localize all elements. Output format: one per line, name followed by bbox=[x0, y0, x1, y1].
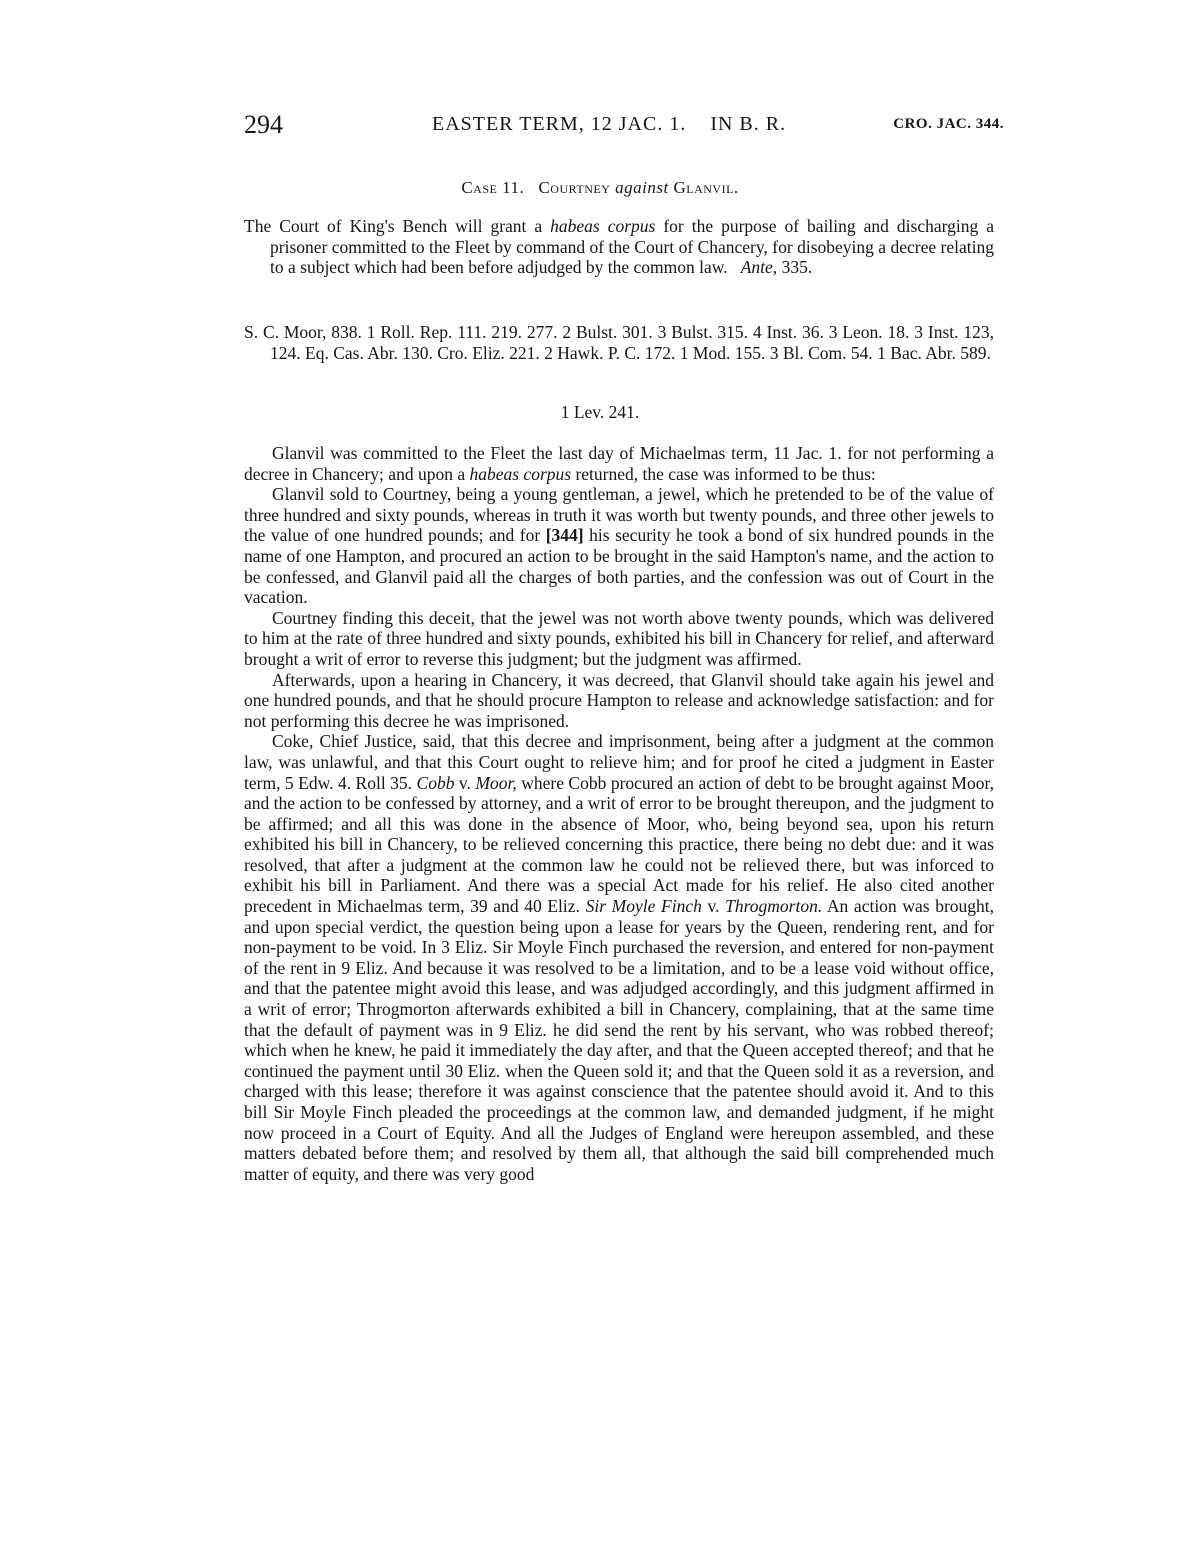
parallel-references: S. C. Moor, 838. 1 Roll. Rep. 111. 219. 277. 2 Bulst. 301. 3 Bulst. 315. 4 Inst. 36. 3 Leon. 18. 3 Inst. 123, 124. Eq. Cas. Abr. 130. Cro. Eliz. 221. 2 Hawk. P. C. 172. 1 Mod. 155. 3 Bl. Com. 54. 1 Bac. Abr. 589. bbox=[244, 322, 994, 363]
text-run: Moor, bbox=[475, 772, 517, 793]
headnote-italic: habeas corpus bbox=[550, 216, 656, 236]
opinion-body bbox=[244, 443, 994, 1184]
headnote-rest: for the purpose of bailing and discharging a prisoner committed to the Fleet by command of the Court of Chancery, for disobeying a decree relating to a subject which had been before adjudged by the common law. bbox=[270, 216, 994, 277]
plaintiff-name: Courtney bbox=[538, 178, 611, 197]
text-run: habeas corpus bbox=[469, 463, 572, 484]
defendant-name: Glanvil. bbox=[673, 178, 739, 197]
paragraph: Courtney finding this deceit, that the jewel was not worth above twenty pounds, which was delivered to him at the rate of three hundred and sixty pounds, exhibited his bill in Chancery for relief, and afterward brought a writ of error to reverse this judgment; but the judgment was affirmed. bbox=[244, 607, 994, 669]
text-run: where Cobb procured an action of debt to be brought against Moor, and the action to be confessed by attorney, and a writ of error to be brought thereupon, and the judgment to be affirmed; and all this was done in the absence of Moor, who, being beyond sea, upon his return exhibited his bill in Chancery, to be relieved concerning this practice, there being no debt due: and it was resolved, that after a judgment at the common law he could not be relieved there, but was inforced to exhibit his bill in Parliament. And there was a special Act made for his relief. He also cited another precedent in Michaelmas term, 39 and 40 Eliz. bbox=[244, 772, 994, 917]
paragraph bbox=[244, 731, 994, 1184]
headnote bbox=[244, 216, 994, 278]
headnote-ante-ref: 335. bbox=[781, 257, 813, 277]
text-run: Glanvil sold to Courtney, being a young gentleman, a jewel, which he pretended to be of the value of three hundred and sixty pounds, whereas in truth it was worth but twenty pounds, and three other jewels to the value of one hundred pounds; and for bbox=[244, 484, 994, 546]
side-citation: 1 Lev. 241. bbox=[560, 402, 640, 422]
text-run: Cobb bbox=[416, 772, 455, 793]
page-number: 294 bbox=[244, 110, 283, 139]
text-run: returned, the case was informed to be thus: bbox=[571, 463, 876, 484]
text-run: his security he took a bond of six hundred pounds in the name of one Hampton, and procured an action to be brought in the said Hampton's name, and the action to be confessed, and Glanvil paid all the charges of both parties, and the confession was out of Court in the vacation. bbox=[244, 525, 994, 608]
text-run: An action was brought, and upon special verdict, the question being upon a lease for years by the Queen, rendering rent, and for non-payment to be void. In 3 Eliz. Sir Moyle Finch purchased the reversion, and entered for non-payment of the rent in 9 Eliz. And because it was resolved to be a limitation, and to be a lease void without office, and that the patentee might avoid this lease, and was adjudged accordingly, and this judgment affirmed in a writ of error; Throgmorton afterwards exhibited a bill in Chancery, complaining, that at the same time that the default of payment was in 9 Eliz. he did send the rent by his servant, who was robbed thereof; which when he knew, he paid it immediately the day after, and that the Queen accepted thereof; and that he continued the payment until 30 Eliz. when the Queen sold it; and that the Queen sold it as a reversion, and charged with this lease; therefore it was against conscience that the patentee should avoid it. And to this bill Sir Moyle Finch pleaded the proceedings at the common law, and demanded judgment, if he might now proceed in a Court of Equity. And all the Judges of England were hereupon assembled, and these matters debated before them; and resolved by them all, that although the said bill comprehended much matter of equity, and there was very good bbox=[244, 896, 995, 1184]
page-marker: [344] bbox=[545, 525, 584, 546]
paragraph bbox=[244, 484, 994, 608]
page-header bbox=[244, 110, 1004, 140]
report-citation: CRO. JAC. 344. bbox=[893, 116, 1004, 132]
text-run: Throgmorton. bbox=[725, 896, 823, 917]
headnote-ante: Ante, bbox=[740, 257, 778, 277]
headnote-text: The Court of King's Bench will grant a bbox=[244, 216, 551, 236]
text-run: Sir Moyle Finch bbox=[585, 896, 702, 917]
against-word: against bbox=[615, 178, 669, 197]
text-run: Glanvil was committed to the Fleet the last day of Michaelmas term, 11 Jac. 1. for not performing a decree in Chancery; and upon a bbox=[244, 443, 994, 484]
paragraph bbox=[244, 443, 994, 484]
paragraph: Afterwards, upon a hearing in Chancery, it was decreed, that Glanvil should take again his jewel and one hundred pounds, and that he should procure Hampton to release and acknowledge satisfaction: and for not performing this decree he was imprisoned. bbox=[244, 669, 994, 731]
running-head: EASTER TERM, 12 JAC. 1. IN B. R. bbox=[432, 113, 787, 135]
case-number: Case 11. bbox=[461, 178, 525, 197]
text-run: v. bbox=[701, 896, 726, 917]
case-title bbox=[0, 178, 1200, 198]
text-run: Coke, Chief Justice, said, that this decree and imprisonment, being after a judgment at the common law, was unlawful, and that this Court ought to relieve him; and for proof he cited a judgment in Easter term, 5 Edw. 4. Roll 35. bbox=[244, 731, 994, 793]
text-run: v. bbox=[454, 772, 476, 793]
